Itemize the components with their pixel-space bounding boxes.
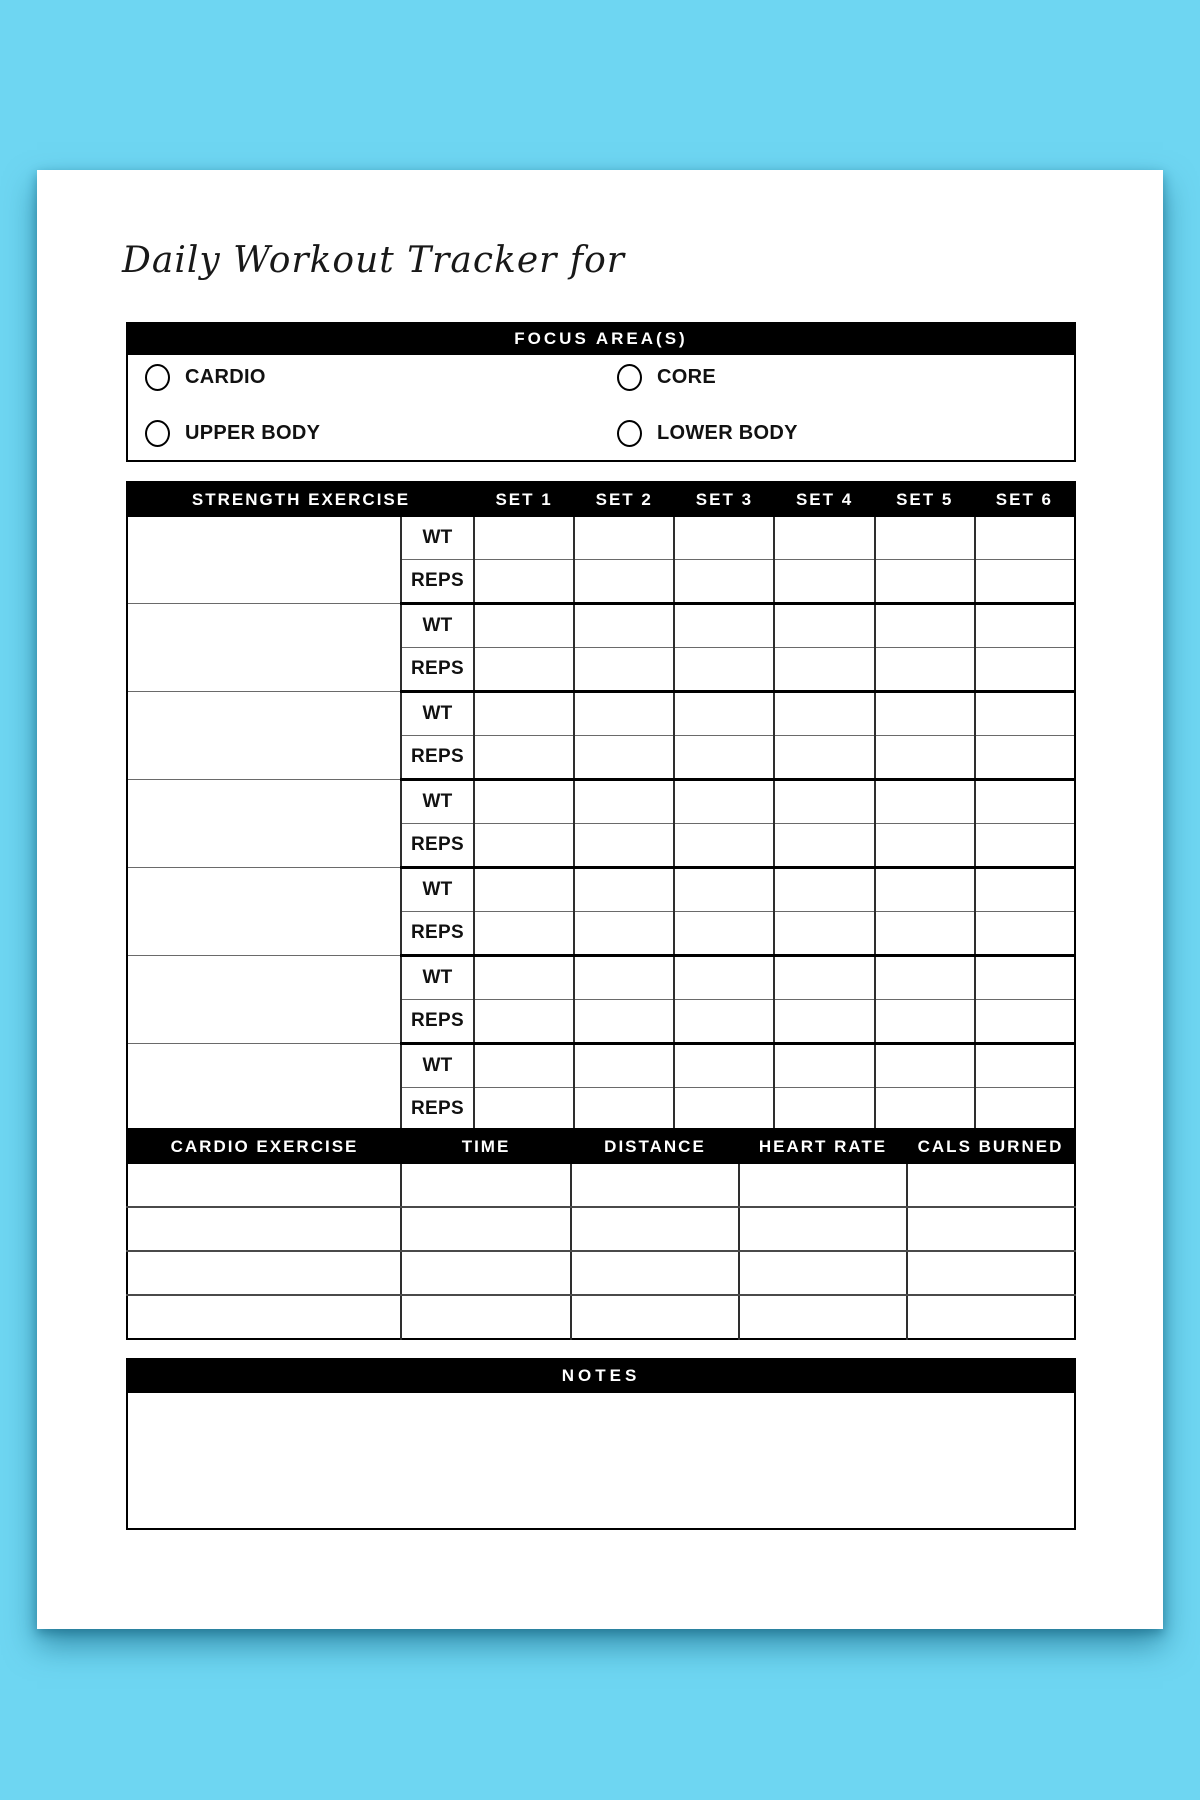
wt-row-label: WT: [401, 956, 474, 1000]
cardio-cell[interactable]: [401, 1164, 571, 1207]
table-row: [127, 692, 1075, 736]
set-cell[interactable]: [474, 648, 574, 692]
set-cell[interactable]: [474, 912, 574, 956]
set-cell[interactable]: [574, 604, 674, 648]
set-cell[interactable]: [975, 604, 1075, 648]
cardio-cell[interactable]: [571, 1295, 739, 1339]
table-row: [127, 1251, 1075, 1295]
table-row: [127, 868, 1075, 912]
set-cell[interactable]: [975, 824, 1075, 868]
cardio-cell[interactable]: [127, 1207, 401, 1251]
cardio-cell[interactable]: [907, 1251, 1075, 1295]
strength-table: [126, 481, 1076, 1132]
table-row: [127, 604, 1075, 648]
cardio-header: HEART RATE: [739, 1129, 907, 1164]
cardio-cell[interactable]: [401, 1251, 571, 1295]
cardio-cell[interactable]: [571, 1164, 739, 1207]
set-header: SET 5: [875, 482, 975, 517]
cardio-cell[interactable]: [571, 1251, 739, 1295]
cardio-cell[interactable]: [571, 1207, 739, 1251]
set-cell[interactable]: [774, 956, 874, 1000]
wt-row-label: WT: [401, 604, 474, 648]
cardio-cell[interactable]: [127, 1295, 401, 1339]
cardio-cell[interactable]: [907, 1207, 1075, 1251]
cardio-table: [126, 1128, 1076, 1340]
set-cell[interactable]: [674, 1000, 774, 1044]
set-cell[interactable]: [774, 604, 874, 648]
set-cell[interactable]: [474, 604, 574, 648]
cardio-header: DISTANCE: [571, 1129, 739, 1164]
set-cell[interactable]: [574, 780, 674, 824]
set-cell[interactable]: [975, 517, 1075, 560]
set-cell[interactable]: [975, 780, 1075, 824]
set-cell[interactable]: [875, 912, 975, 956]
set-cell[interactable]: [875, 1044, 975, 1088]
set-cell[interactable]: [975, 1000, 1075, 1044]
set-cell[interactable]: [474, 868, 574, 912]
set-cell[interactable]: [574, 1088, 674, 1132]
set-cell[interactable]: [875, 560, 975, 604]
focus-option-label: CORE: [657, 365, 716, 388]
set-cell[interactable]: [474, 517, 574, 560]
cardio-cell[interactable]: [401, 1207, 571, 1251]
set-cell[interactable]: [774, 560, 874, 604]
exercise-name-cell[interactable]: [127, 780, 401, 868]
cardio-cell[interactable]: [739, 1251, 907, 1295]
set-cell[interactable]: [975, 868, 1075, 912]
focus-option-lower-body[interactable]: [617, 415, 798, 451]
wt-row-label: WT: [401, 692, 474, 736]
set-cell[interactable]: [774, 648, 874, 692]
set-cell[interactable]: [574, 736, 674, 780]
set-cell[interactable]: [774, 517, 874, 560]
set-cell[interactable]: [975, 1044, 1075, 1088]
checkbox-upper-body-icon[interactable]: [145, 420, 170, 447]
set-cell[interactable]: [875, 780, 975, 824]
set-cell[interactable]: [774, 1088, 874, 1132]
page-title: Daily Workout Tracker for: [122, 240, 625, 281]
set-cell[interactable]: [474, 824, 574, 868]
set-cell[interactable]: [574, 956, 674, 1000]
set-cell[interactable]: [574, 868, 674, 912]
set-cell[interactable]: [875, 868, 975, 912]
table-row: [127, 780, 1075, 824]
set-cell[interactable]: [875, 824, 975, 868]
set-cell[interactable]: [674, 956, 774, 1000]
notes-input-area[interactable]: [126, 1393, 1076, 1530]
reps-row-label: REPS: [401, 560, 474, 604]
exercise-name-cell[interactable]: [127, 956, 401, 1044]
set-cell[interactable]: [474, 736, 574, 780]
set-cell[interactable]: [674, 736, 774, 780]
set-cell[interactable]: [774, 736, 874, 780]
set-header: SET 2: [574, 482, 674, 517]
set-cell[interactable]: [574, 824, 674, 868]
wt-row-label: WT: [401, 1044, 474, 1088]
wt-row-label: WT: [401, 780, 474, 824]
set-cell[interactable]: [674, 560, 774, 604]
worksheet-page: [37, 170, 1163, 1629]
focus-option-cardio[interactable]: [145, 359, 266, 395]
exercise-name-cell[interactable]: [127, 604, 401, 692]
set-cell[interactable]: [975, 736, 1075, 780]
checkbox-core-icon[interactable]: [617, 364, 642, 391]
exercise-name-cell[interactable]: [127, 1044, 401, 1132]
focus-option-label: CARDIO: [185, 365, 266, 388]
set-cell[interactable]: [674, 912, 774, 956]
set-cell[interactable]: [674, 604, 774, 648]
reps-row-label: REPS: [401, 912, 474, 956]
set-cell[interactable]: [474, 956, 574, 1000]
set-header: SET 1: [474, 482, 574, 517]
set-cell[interactable]: [875, 1088, 975, 1132]
reps-row-label: REPS: [401, 824, 474, 868]
reps-row-label: REPS: [401, 648, 474, 692]
set-cell[interactable]: [674, 868, 774, 912]
set-header: SET 6: [975, 482, 1075, 517]
set-cell[interactable]: [674, 1044, 774, 1088]
set-cell[interactable]: [574, 517, 674, 560]
cardio-header: CALS BURNED: [907, 1129, 1075, 1164]
cardio-cell[interactable]: [739, 1164, 907, 1207]
focus-option-label: LOWER BODY: [657, 421, 798, 444]
focus-area-section: [126, 322, 1076, 462]
cardio-cell[interactable]: [127, 1251, 401, 1295]
cardio-header: CARDIO EXERCISE: [127, 1129, 401, 1164]
cardio-cell[interactable]: [401, 1295, 571, 1339]
cardio-cell[interactable]: [739, 1295, 907, 1339]
cardio-header: TIME: [401, 1129, 571, 1164]
notes-section: [126, 1358, 1076, 1530]
wt-row-label: WT: [401, 868, 474, 912]
set-cell[interactable]: [574, 912, 674, 956]
cardio-cell[interactable]: [127, 1164, 401, 1207]
set-cell[interactable]: [774, 868, 874, 912]
set-cell[interactable]: [774, 780, 874, 824]
set-cell[interactable]: [474, 692, 574, 736]
focus-area-header: FOCUS AREA(S): [126, 322, 1076, 355]
cardio-cell[interactable]: [739, 1207, 907, 1251]
table-row: [127, 1164, 1075, 1207]
focus-option-core[interactable]: [617, 359, 716, 395]
table-row: [127, 1295, 1075, 1339]
table-row: [127, 517, 1075, 560]
cardio-cell[interactable]: [907, 1295, 1075, 1339]
set-cell[interactable]: [674, 1088, 774, 1132]
set-cell[interactable]: [875, 956, 975, 1000]
set-cell[interactable]: [875, 1000, 975, 1044]
set-cell[interactable]: [474, 560, 574, 604]
set-cell[interactable]: [574, 1000, 674, 1044]
reps-row-label: REPS: [401, 736, 474, 780]
set-cell[interactable]: [674, 692, 774, 736]
set-cell[interactable]: [474, 1044, 574, 1088]
set-cell[interactable]: [875, 692, 975, 736]
set-cell[interactable]: [674, 517, 774, 560]
checkbox-cardio-icon[interactable]: [145, 364, 170, 391]
exercise-name-cell[interactable]: [127, 517, 401, 604]
set-header: SET 4: [774, 482, 874, 517]
exercise-name-cell[interactable]: [127, 692, 401, 780]
exercise-name-cell[interactable]: [127, 868, 401, 956]
reps-row-label: REPS: [401, 1000, 474, 1044]
set-header: SET 3: [674, 482, 774, 517]
notes-header: NOTES: [126, 1358, 1076, 1393]
set-cell[interactable]: [674, 780, 774, 824]
strength-header-row: [127, 482, 1075, 517]
strength-header: STRENGTH EXERCISE: [127, 482, 474, 517]
set-cell[interactable]: [774, 1044, 874, 1088]
cardio-header-row: [127, 1129, 1075, 1164]
set-cell[interactable]: [574, 1044, 674, 1088]
reps-row-label: REPS: [401, 1088, 474, 1132]
focus-option-upper-body[interactable]: [145, 415, 320, 451]
set-cell[interactable]: [474, 1088, 574, 1132]
table-row: [127, 1207, 1075, 1251]
cardio-cell[interactable]: [907, 1164, 1075, 1207]
set-cell[interactable]: [774, 692, 874, 736]
set-cell[interactable]: [875, 736, 975, 780]
set-cell[interactable]: [574, 692, 674, 736]
set-cell[interactable]: [875, 604, 975, 648]
focus-option-label: UPPER BODY: [185, 421, 321, 444]
checkbox-lower-body-icon[interactable]: [617, 420, 642, 447]
table-row: [127, 1044, 1075, 1088]
set-cell[interactable]: [674, 648, 774, 692]
focus-area-body: [126, 355, 1076, 462]
set-cell[interactable]: [975, 648, 1075, 692]
set-cell[interactable]: [574, 560, 674, 604]
table-row: [127, 956, 1075, 1000]
set-cell[interactable]: [474, 1000, 574, 1044]
set-cell[interactable]: [875, 648, 975, 692]
set-cell[interactable]: [774, 1000, 874, 1044]
set-cell[interactable]: [474, 780, 574, 824]
wt-row-label: WT: [401, 517, 474, 560]
set-cell[interactable]: [674, 824, 774, 868]
set-cell[interactable]: [975, 560, 1075, 604]
set-cell[interactable]: [975, 1088, 1075, 1132]
set-cell[interactable]: [574, 648, 674, 692]
set-cell[interactable]: [975, 956, 1075, 1000]
set-cell[interactable]: [875, 517, 975, 560]
set-cell[interactable]: [774, 912, 874, 956]
set-cell[interactable]: [975, 912, 1075, 956]
set-cell[interactable]: [774, 824, 874, 868]
set-cell[interactable]: [975, 692, 1075, 736]
